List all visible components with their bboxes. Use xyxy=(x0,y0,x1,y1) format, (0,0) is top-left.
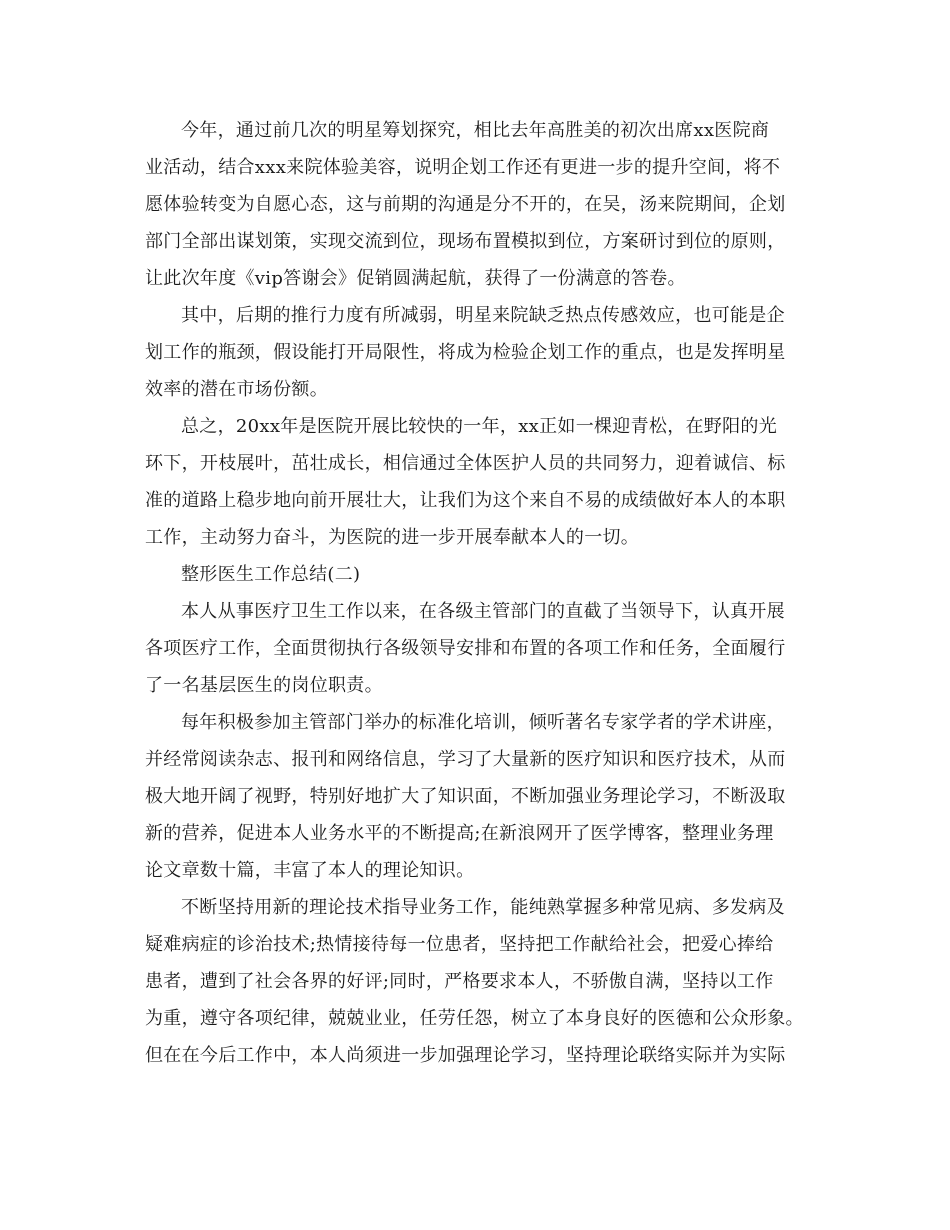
text-line: 总之，20xx年是医院开展比较快的一年，xx正如一棵迎青松，在野阳的光 xyxy=(181,416,778,437)
text-line: 环下，开枝展叶，茁壮成长，相信通过全体医护人员的共同努力，迎着诚信、标 xyxy=(145,453,786,474)
text-line: 部门全部出谋划策，实现交流到位，现场布置模拟到位，方案研讨到位的原则， xyxy=(145,231,786,252)
text-line: 了一名基层医生的岗位职责。 xyxy=(145,675,383,696)
text-line: 每年积极参加主管部门举办的标准化培训，倾听著名专家学者的学术讲座， xyxy=(181,712,785,733)
text-line: 疑难病症的诊治技术;热情接待每一位患者，坚持把工作献给社会，把爱心捧给 xyxy=(145,934,774,955)
text-line: 准的道路上稳步地向前开展壮大，让我们为这个来自不易的成绩做好本人的本职 xyxy=(145,490,786,511)
text-line: 业活动，结合xxx来院体验美容，说明企划工作还有更进一步的提升空间，将不 xyxy=(145,157,781,178)
text-line: 工作，主动努力奋斗，为医院的进一步开展奉献本人的一切。 xyxy=(145,527,640,548)
text-line: 今年，通过前几次的明星筹划探究，相比去年高胜美的初次出席xx医院商 xyxy=(181,120,770,141)
text-line: 划工作的瓶颈，假设能打开局限性，将成为检验企划工作的重点，也是发挥明星 xyxy=(145,342,786,363)
text-line: 效率的潜在市场份额。 xyxy=(145,379,328,400)
text-line: 但在在今后工作中，本人尚须进一步加强理论学习，坚持理论联络实际并为实际 xyxy=(145,1045,786,1066)
text-line: 各项医疗工作，全面贯彻执行各级领导安排和布置的各项工作和任务，全面履行 xyxy=(145,638,786,659)
text-line: 并经常阅读杂志、报刊和网络信息，学习了大量新的医疗知识和医疗技术，从而 xyxy=(145,749,786,770)
section-heading: 整形医生工作总结(二) xyxy=(181,564,361,585)
text-line: 为重，遵守各项纪律，兢兢业业，任劳任怨，树立了本身良好的医德和公众形象。 xyxy=(145,1008,804,1029)
text-line: 本人从事医疗卫生工作以来，在各级主管部门的直截了当领导下，认真开展 xyxy=(181,601,785,622)
text-line: 新的营养，促进本人业务水平的不断提高;在新浪网开了医学博客，整理业务理 xyxy=(145,823,774,844)
text-line: 让此次年度《vip答谢会》促销圆满起航，获得了一份满意的答卷。 xyxy=(145,268,686,289)
text-line: 论文章数十篇，丰富了本人的理论知识。 xyxy=(145,860,475,881)
text-line: 其中，后期的推行力度有所减弱，明星来院缺乏热点传感效应，也可能是企 xyxy=(181,305,785,326)
text-line: 愿体验转变为自愿心态，这与前期的沟通是分不开的，在吴，汤来院期间，企划 xyxy=(145,194,786,215)
text-line: 不断坚持用新的理论技术指导业务工作，能纯熟掌握多种常见病、多发病及 xyxy=(181,897,785,918)
text-line: 患者，遭到了社会各界的好评;同时，严格要求本人，不骄傲自满，坚持以工作 xyxy=(145,971,774,992)
text-line: 极大地开阔了视野，特别好地扩大了知识面，不断加强业务理论学习，不断汲取 xyxy=(145,786,786,807)
